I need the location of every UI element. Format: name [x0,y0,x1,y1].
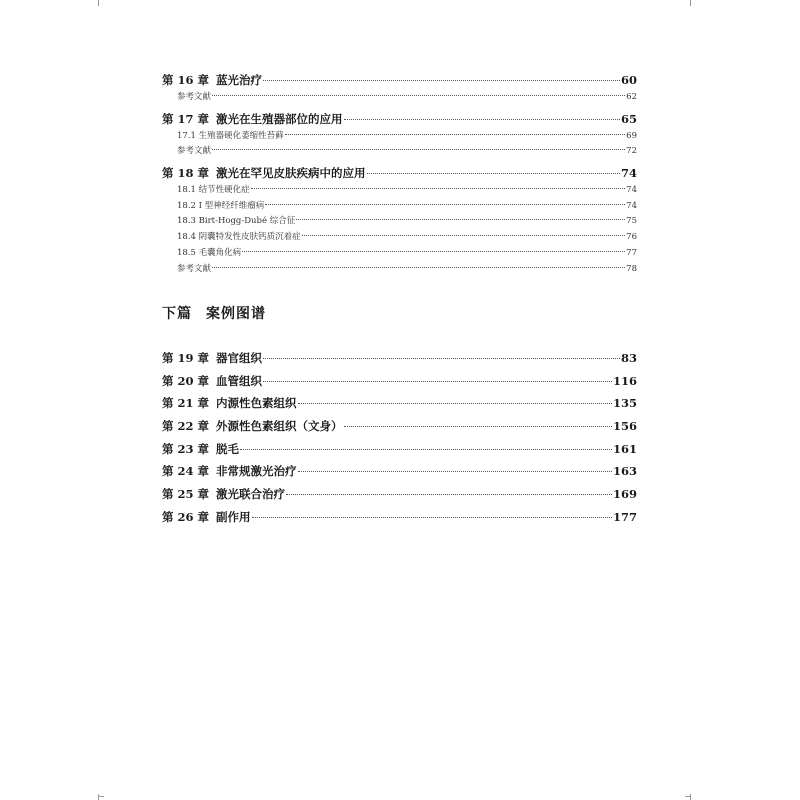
toc-chapter-entry[interactable] [162,506,637,529]
chapter-label [162,483,285,506]
page-number: 62 [626,92,637,102]
chapter-title: 激光在生殖器部位的应用 [216,111,343,126]
chapter-number: 第 16 章 [162,73,210,87]
toc-chapter-entry[interactable] [162,347,637,370]
chapter-number: 第 23 章 [162,441,210,456]
chapter-number: 第 26 章 [162,509,210,524]
chapter-title: 激光联合治疗 [216,487,285,502]
chapter-label [162,71,262,90]
chapter-label [162,415,343,438]
page-number: 69 [626,130,637,141]
page-number: 60 [620,73,637,87]
chapter-label [162,392,297,415]
dot-leader [263,357,620,359]
toc-chapter-entry[interactable] [162,415,637,438]
toc-sub-entry[interactable] [162,230,637,246]
toc-chapter-entry[interactable] [162,392,637,415]
toc-section-2 [162,347,637,529]
toc-sub-entry[interactable] [162,90,637,106]
chapter-title: 副作用 [216,509,251,524]
chapter-label [162,460,297,483]
page-number: 77 [626,247,637,258]
crop-mark [690,0,691,6]
toc-chapter-entry[interactable] [162,164,637,183]
dot-leader [242,250,625,252]
dot-leader [212,266,625,268]
part-prefix: 下篇 [162,306,192,322]
chapter-number: 第 17 章 [162,111,210,126]
toc-sub-entry[interactable] [162,262,637,278]
chapter-number: 第 24 章 [162,464,210,479]
toc-chapter-entry[interactable] [162,370,637,393]
crop-mark [685,796,691,797]
toc-chapter-group [162,71,637,106]
page-number: 72 [626,146,637,157]
page-number: 78 [626,263,637,274]
sub-label: 参考文献 [177,263,212,274]
chapter-title: 内源性色素组织 [216,396,297,411]
sub-label: 17.1 生殖器硬化萎缩性苔藓 [177,130,284,141]
sub-label: 参考文献 [177,92,212,102]
chapter-label [162,110,343,129]
page-number: 65 [620,111,637,126]
part-heading [162,303,266,323]
chapter-label [162,506,251,529]
chapter-title: 器官组织 [216,351,262,365]
dot-leader [240,448,612,450]
toc-sub-entry[interactable] [162,214,637,230]
toc-chapter-entry[interactable] [162,483,637,506]
chapter-title: 蓝光治疗 [216,73,262,87]
chapter-title: 外源性色素组织（文身） [216,419,343,434]
page-number: 83 [620,351,637,365]
part-title: 案例图谱 [206,306,266,322]
toc-chapter-entry[interactable] [162,438,637,461]
page-number: 177 [612,509,637,524]
dot-leader [344,425,612,427]
dot-leader [212,94,625,96]
sub-label: 18.2 I 型神经纤维瘤病 [177,200,265,211]
page-number: 169 [612,487,637,502]
toc-chapter-entry[interactable] [162,71,637,90]
chapter-label [162,347,262,370]
crop-mark [98,0,99,6]
dot-leader [367,172,620,174]
dot-leader [298,402,612,404]
toc-chapter-entry[interactable] [162,460,637,483]
dot-leader [344,118,620,120]
toc-chapter-group [162,110,637,160]
toc-sub-entry[interactable] [162,183,637,199]
dot-leader [212,148,625,150]
chapter-number: 第 25 章 [162,487,210,502]
page-number: 74 [626,200,637,211]
page-number: 74 [626,185,637,196]
chapter-number: 第 22 章 [162,419,210,434]
page-number: 156 [612,419,637,434]
crop-mark [98,796,104,797]
page-number: 116 [612,373,637,388]
dot-leader [265,203,625,205]
toc-chapter-group [162,164,637,277]
sub-label: 18.3 Birt-Hogg-Dubé 综合征 [177,216,296,227]
toc-sub-entry[interactable] [162,144,637,160]
dot-leader [251,187,626,189]
crop-mark [690,794,691,800]
dot-leader [252,516,612,518]
page-number: 75 [626,216,637,227]
toc-sub-entry[interactable] [162,199,637,215]
toc-section-1 [162,71,637,277]
sub-label: 参考文献 [177,146,212,157]
page-number: 163 [612,464,637,479]
toc-sub-entry[interactable] [162,129,637,145]
dot-leader [263,380,612,382]
page-number: 74 [620,166,637,181]
chapter-label [162,438,239,461]
page-number: 161 [612,441,637,456]
chapter-number: 第 18 章 [162,166,210,181]
chapter-title: 血管组织 [216,373,262,388]
dot-leader [296,218,625,220]
chapter-label [162,164,366,183]
chapter-number: 第 19 章 [162,351,210,365]
chapter-number: 第 20 章 [162,373,210,388]
crop-mark [98,794,99,800]
toc-chapter-entry[interactable] [162,110,637,129]
dot-leader [298,470,612,472]
sub-label: 18.1 结节性硬化症 [177,185,250,196]
page-number: 135 [612,396,637,411]
toc-sub-entry[interactable] [162,246,637,262]
sub-label: 18.5 毛囊角化病 [177,247,242,258]
page-number: 76 [626,232,637,243]
dot-leader [285,133,626,135]
chapter-number: 第 21 章 [162,396,210,411]
dot-leader [286,493,612,495]
sub-label: 18.4 阴囊特发性皮肤钙质沉着症 [177,232,301,243]
chapter-title: 激光在罕见皮肤疾病中的应用 [216,166,366,181]
chapter-title: 脱毛 [216,441,239,456]
chapter-label [162,370,262,393]
dot-leader [263,79,620,81]
dot-leader [302,234,626,236]
chapter-title: 非常规激光治疗 [216,464,297,479]
